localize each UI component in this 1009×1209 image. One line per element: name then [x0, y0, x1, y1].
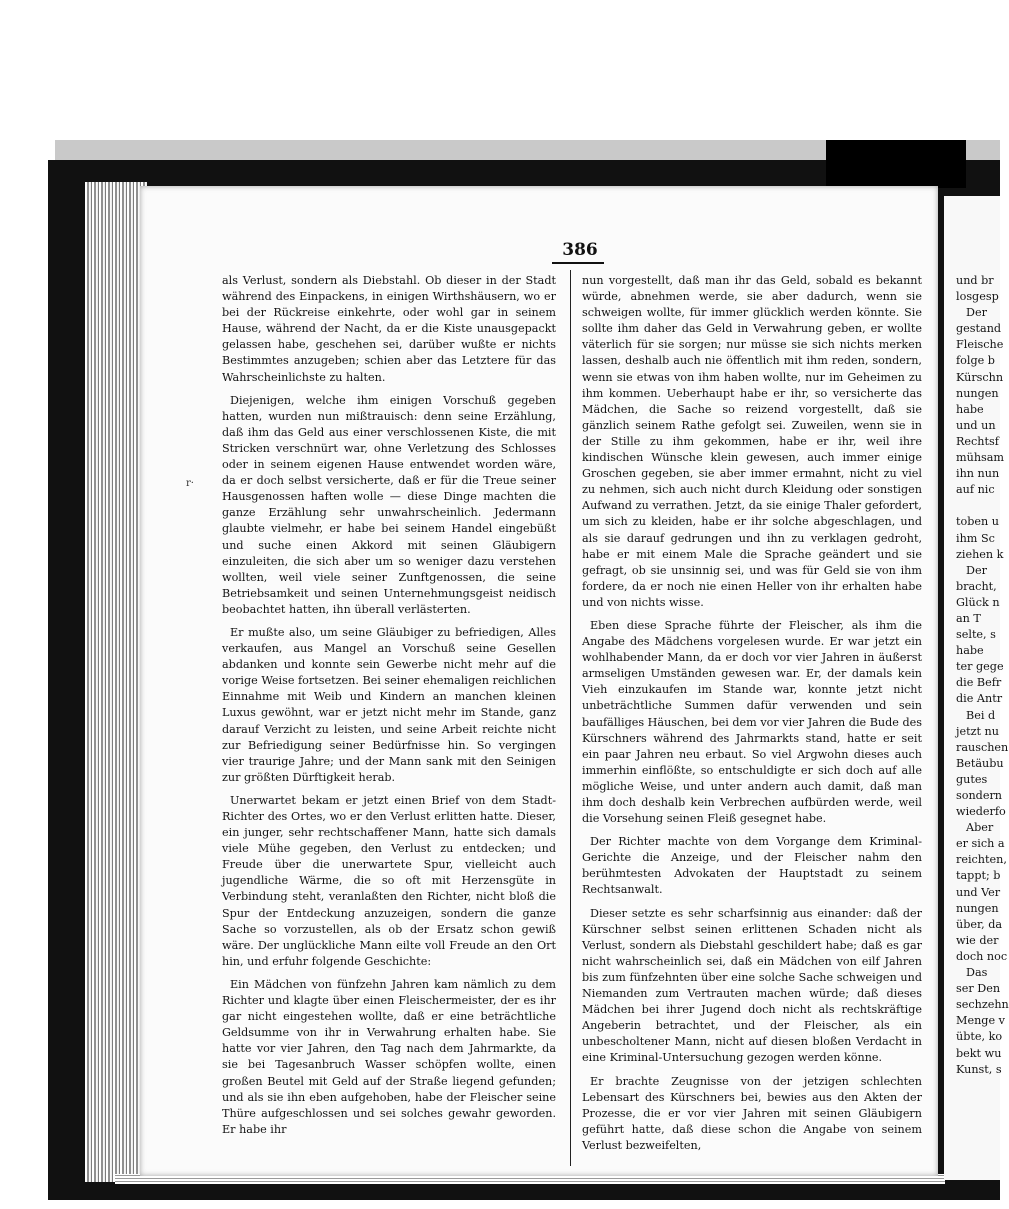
facing-page-line: und un	[956, 418, 996, 432]
facing-page-line: toben u	[956, 515, 999, 529]
facing-page-line: sechzehn	[956, 998, 1009, 1012]
facing-page-line: ihn nun	[956, 467, 1000, 481]
facing-page-line	[944, 498, 1009, 514]
facing-page-line: Das	[966, 966, 988, 980]
paragraph: Der Richter machte von dem Vorgange dem Kriminal-Gerichte die Anzeige, und der Fleischer nahm den berühmtesten Advokaten der Hauptstadt zu seinem Rechtsanwalt.	[582, 835, 922, 897]
facing-page-line: und br	[956, 274, 994, 287]
facing-page-line: Aber	[966, 821, 994, 835]
facing-page-line: auf nic	[956, 483, 995, 497]
facing-page-line: die Antr	[956, 692, 1003, 706]
paragraph: Ein Mädchen von fünfzehn Jahren kam nämlich zu dem Richter und klagte über einen Fleischermeister, der es ihr gar nicht eingestehen wollte, daß er eine beträchtliche Geldsumme von ihr in Verwahrung erhalten habe. Sie hatte vor vier Jahren, den Tag nach dem Jahrmarkte, da sie bei Tagesanbruch Wasser schöpfen wollte, einen großen Beutel mit Geld auf der Straße liegend gefunden; und als sie ihn eben aufgehoben, habe der Fleischer seine Thüre aufgeschlossen und sei solches gewahr geworden. Er habe ihr	[222, 977, 556, 1136]
facing-page-line: mühsam	[956, 451, 1005, 465]
facing-page-fragments	[944, 273, 1009, 1078]
facing-page-line: habe	[956, 402, 984, 416]
facing-page-line: ter gege	[956, 660, 1004, 674]
page-number-rule	[552, 262, 604, 264]
facing-page-line: losgesp	[956, 290, 999, 304]
facing-page-line: selte, s	[956, 628, 996, 642]
text-column-right	[582, 273, 922, 1161]
facing-page-line: und Ver	[956, 885, 1001, 899]
facing-page-line: an T	[956, 611, 981, 625]
facing-page-line: übte, ko	[956, 1030, 1003, 1044]
facing-page-line: Rechtsf	[956, 434, 999, 448]
facing-page-line: tappt; b	[956, 869, 1001, 883]
margin-mark: r·	[186, 478, 194, 489]
facing-page-line: Menge v	[956, 1014, 1005, 1028]
paragraph: Diejenigen, welche ihm einigen Vorschuß gegeben hatten, wurden nun mißtrauisch: denn seine Erzählung, daß ihm das Geld aus einer verschlossenen Kiste, die mit Stricken verschnürt war, ohne Verletzung des Schlosses oder in seinem eigenen Hause entwendet worden wäre, da er doch selbst versicherte, daß er für die Treue seiner Hausgenossen haften wolle — diese Dinge machten die ganze Erzählung sehr unwahrscheinlich. Jedermann glaubte vielmehr, er habe bei seinem Handel eingebüßt und suche einen Akkord mit seinen Gläubigern einzuleiten, die sich aber um so weniger dazu verstehen wollten, weil viele seiner Zunftgenossen, die seine Betriebsamkeit und seinen Unternehmungsgeist neidisch beobachtet hatten, ihn überall verlästerten.	[222, 393, 556, 616]
facing-page-line: ihm Sc	[956, 531, 995, 545]
paragraph: Unerwartet bekam er jetzt einen Brief von dem Stadt-Richter des Ortes, wo er den Verlust erlitten hatte. Dieser, ein junger, sehr rechtschaffener Mann, hatte sich damals viele Mühe gegeben, den Verlust zu entdecken; und Freude über die unerwartete Spur, vielleicht auch jugendliche Wärme, die so oft mit Herzensgüte in Verbindung steht, veranlaßten den Richter, nicht bloß die Spur der Entdeckung anzuzeigen, sondern die ganze Sache so vorzustellen, als ob der Ersatz schon gewiß wäre. Der unglückliche Mann eilte voll Freude an den Ort hin, und erfuhr folgende Geschichte:	[222, 793, 556, 968]
facing-page-line: Glück n	[956, 595, 1000, 609]
facing-page-line: wiederfo	[956, 805, 1006, 819]
facing-page-line: Der	[966, 563, 987, 577]
facing-page	[944, 196, 1009, 1180]
facing-page-line: jetzt nu	[956, 724, 999, 738]
facing-page-line: er sich a	[956, 837, 1005, 851]
paragraph: Eben diese Sprache führte der Fleischer, als ihm die Angabe des Mädchens vorgelesen wurde. Er war jetzt ein wohlhabender Mann, da er doch vor vier Jahren in äußerst armseligen Umständen gewesen war. Er, der damals kein Vieh einzukaufen im Stande war, konnte jetzt nicht unbeträchtliche Summen dafür verwenden und sein baufälliges Häuschen, bei dem vor vier Jahren die Bude des Kürschners während des Jahrmarkts stand, hatte er seit ein paar Jahren neu erbaut. So viel Argwohn dieses auch immerhin einflößte, so entschuldigte er sich doch auf alle mögliche Weise, und unter andern auch damit, daß man ihm doch deshalb kein Verbrechen aufbürden werde, weil die Vorsehung seinen Fleiß gesegnet habe.	[582, 618, 922, 826]
facing-page-line: bracht,	[956, 579, 997, 593]
column-divider	[570, 270, 571, 1166]
facing-page-line: Bei d	[966, 708, 996, 722]
facing-page-line: sondern	[956, 789, 1003, 802]
facing-page-line: nungen	[956, 901, 999, 915]
page-number: 386	[562, 240, 598, 260]
facing-page-line: reichten,	[956, 853, 1007, 867]
facing-page-line: wie der	[956, 933, 999, 947]
paragraph: Er mußte also, um seine Gläubiger zu befriedigen, Alles verkaufen, aus Mangel an Vorschuß seine Gesellen abdanken und konnte sein Gewerbe nicht mehr auf die vorige Weise fortsetzen. Bei seiner ehemaligen reichlichen Einnahme mit Weib und Kindern an manchen kleinen Luxus gewöhnt, war er jetzt nicht mehr im Stande, ganz darauf Verzicht zu leisten, und seine Arbeit reichte nicht zur Befriedigung seiner Bedürfnisse hin. So vergingen vier traurige Jahre; und der Mann sank mit den Seinigen zur größten Dürftigkeit herab.	[222, 625, 556, 784]
text-column-left	[222, 273, 556, 1145]
facing-page-line: gutes	[956, 772, 988, 786]
facing-page-line: Fleische	[956, 338, 1004, 352]
facing-page-line: doch noc	[956, 949, 1008, 963]
book-shadow	[826, 140, 966, 188]
paragraph: als Verlust, sondern als Diebstahl. Ob dieser in der Stadt während des Einpackens, in einigen Wirthshäusern, wo er bei der Rückreise einkehrte, oder wohl gar in seinem Hause, während der Nacht, da er die Kiste unausgepackt gelassen habe, geschehen sei, darüber wußte er nichts Bestimmtes anzugeben; schien aber das Letztere für das Wahrscheinlichste zu halten.	[222, 274, 556, 384]
facing-page-line: habe	[956, 644, 984, 658]
facing-page-line: Betäubu	[956, 756, 1004, 770]
paragraph: Er brachte Zeugnisse von der jetzigen schlechten Lebensart des Kürschners bei, bewies aus den Akten der Prozesse, die er vor vier Jahren mit seinen Gläubigern geführt hatte, daß diese schon die Angabe von seinem Verlust bezweifelten,	[582, 1074, 922, 1152]
facing-page-line: über, da	[956, 917, 1003, 931]
facing-page-line: ser Den	[956, 982, 1001, 996]
facing-page-line: nungen	[956, 386, 999, 400]
facing-page-line: Der	[966, 306, 987, 320]
page-edges-left	[85, 182, 147, 1182]
facing-page-line: Kunst, s	[956, 1062, 1002, 1076]
paragraph: Dieser setzte es sehr scharfsinnig aus einander: daß der Kürschner selbst seinen erlittenen Schaden nicht als Verlust, sondern als Diebstahl geschildert habe; daß es gar nicht wahrscheinlich sei, daß ein Mädchen von eilf Jahren bis zum fünfzehnten über eine solche Sache schweigen und Niemanden zum Vertrauten machen würde; daß dieses Mädchen bei ihrer Jugend doch nicht als rechtskräftige Angeberin betrachtet, und der Fleischer, als ein unbescholtener Mann, nicht auf diesen bloßen Verdacht in eine Kriminal-Untersuchung gezogen werden könne.	[582, 906, 922, 1065]
facing-page-line: folge b	[956, 354, 995, 368]
facing-page-line: ziehen k	[956, 547, 1004, 561]
paragraph: nun vorgestellt, daß man ihr das Geld, sobald es bekannt würde, abnehmen werde, sie aber dadurch, wenn sie schweigen wollte, für immer glücklich werden könnte. Sie sollte ihm daher das Geld in Verwahrung geben, er wollte väterlich für sie sorgen; nur müsse sie sich nichts merken lassen, deshalb auch nie öffentlich mit ihm reden, sondern, wenn sie etwas von ihm haben wollte, nur im Geheimen zu ihm kommen. Ueberhaupt habe er ihr, so versicherte das Mädchen, die Sache so reizend vorgestellt, daß sie gänzlich seinem Rathe gefolgt sei. Zuweilen, wenn sie in der Stille zu ihm gekommen, habe er ihr, weil ihre kindischen Wünsche klein gewesen, auch immer einige Groschen gegeben, sie aber immer ermahnt, nicht zu viel zu nehmen, sich auch nicht durch Kleidung oder sonstigen Aufwand zu verrathen. Jetzt, da sie einige Thaler gefordert, um sich zu kleiden, habe er ihr solche abgeschlagen, und als sie darauf gedrungen und ihn zu verklagen gedroht, habe er mit einem Male die Sprache geändert und sie gefragt, ob sie unsinnig sei, und was für Geld sie von ihm fordere, da er noch nie einen Heller von ihr erhalten habe und von nichts wisse.	[582, 274, 922, 609]
facing-page-line: die Befr	[956, 676, 1002, 690]
facing-page-line: bekt wu	[956, 1046, 1002, 1060]
facing-page-line: Kürschn	[956, 370, 1004, 384]
facing-page-line: rauschen	[956, 740, 1009, 754]
facing-page-line: gestand	[956, 322, 1002, 336]
